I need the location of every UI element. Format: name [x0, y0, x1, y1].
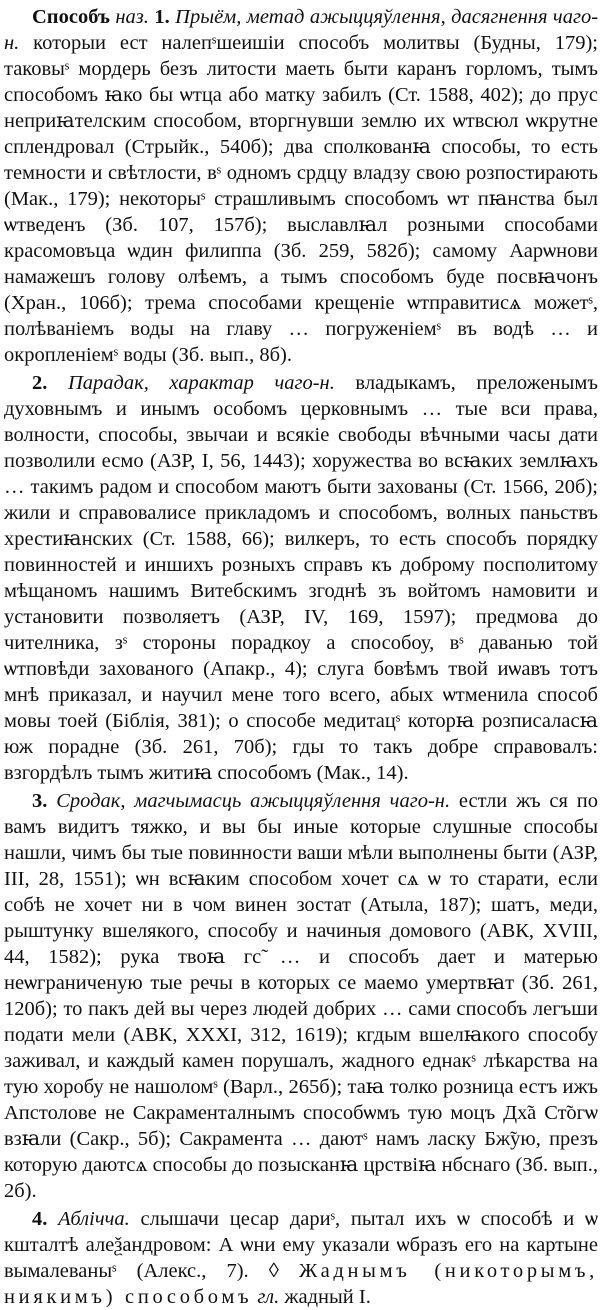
entry-label: 3. — [32, 790, 48, 812]
entry-label: 1. — [154, 6, 170, 28]
citation-text — [47, 1208, 58, 1230]
entry-label: 4. — [32, 1208, 48, 1230]
citation-text: слышачи цесар дариˢ, пытал ихъ ѡ способѣ и ѡ кшталтѣ алеѯандровом: А ѡни ему указали ѡбразъ его на картыне вымалеваныˢ (Алекс., 7). ◊ — [4, 1208, 598, 1282]
citation-text — [47, 372, 68, 394]
definition-text: Прыём, метад ажыццяўлення, дасягнення чаго-н. — [4, 6, 599, 54]
sense-1-paragraph — [4, 4, 598, 368]
citation-text — [47, 790, 56, 812]
definition-text: гл. — [257, 1286, 280, 1308]
entry-label: Способъ — [32, 6, 110, 28]
sense-4-paragraph — [4, 1206, 598, 1310]
phrase-text: Жаднымъ (никоторымъ, ниякимъ) способомъ — [4, 1260, 598, 1308]
definition-text: наз. — [115, 6, 149, 28]
definition-text: Аблічча. — [58, 1208, 130, 1230]
entry-label: 2. — [32, 372, 48, 394]
sense-2-paragraph — [4, 370, 598, 786]
citation-text: жадный I. — [279, 1286, 371, 1308]
definition-text: Парадак, характар чаго-н. — [67, 372, 335, 394]
citation-text: которыи ест налепˢшеишіи способъ молитвы (Будны, 179); таковыˢ мордерь безъ литости маеть быти каранъ горломъ, тымъ способомъ ꙗко бы ѡтца або матку забилъ (Ст. 1588, 402); до прус неприꙗтелским способом, вторгнувши землю их ѡтвсюл ѡкрутне сплендровал (Стрыйк., 540б); два сполкованꙗ способы, то есть темности и свѣтлости, вˢ одномъ срдцу владзу свою розпостирають (Мак., 179); некоторыˢ страшливымъ способомъ ѡт пꙗнства был ѡтведенъ (Зб. 107, 157б); выславлꙗл розными способами красомовъца ѡдин филиппа (Зб. 259, 582б); самому Аарѡнови намажешъ голову олѣемъ, а тымъ способомъ буде посвꙗчонъ (Хран., 106б); трема способами крещеніе ѡтправитисѧ можетˢ, полѣваніемъ воды на главу … погруженіемˢ въ водѣ … и окропленіемˢ воды (Зб. вып., 8б). — [4, 32, 598, 366]
citation-text: естли жъ ся по вамъ видитъ тяжко, и вы бы иные которые слушные способы нашли, чимъ бы тые повинности ваши мѣли выполнены быти (АЗР, III, 28, 1551); ѡн всꙗким способом хочет сѧ ѡ то старати, если собѣ не хочет ни в чом винен зостат (Атыла, 187); шатъ, меди, рыштунку вшелякого, способу и начиныя домового (АВК, XVIII, 44, 1582); рука твоꙗ гс̃ … и способъ дает и матерью неѡграниченую тые речы в которых се маемо умертвꙗт (Зб. 261, 120б); то пакъ дей вы через людей добрих … сами способъ легъши подати мели (АВК, XXXI, 312, 1619); кгдым вшелꙗкого способу заживал, и каждый камен порушалъ, жадного еднакˢ лѣкарства на тую хоробу не нашоломˢ (Варл., 265б); таꙗ толко розница естъ ижъ Апстолове не Сакраменталнымъ способѡмъ тую моцъ Дх̃а Ст̃огѡ взꙗли (Сакр., 5б); Сакрамента … даютˢ намъ ласку Бж̃ую, презъ которую даютсѧ способы до позысканꙗ црствіꙗ нбснаго (Зб. вып., 2б). — [4, 790, 598, 1202]
citation-text: владыкамъ, преложенымъ духовнымъ и инымъ особомъ церковнымъ … тые вси права, волности, способы, звычаи и всякіе свободы вѣчными часы дати позволили есмо (АЗР, I, 56, 1443); хоружества во всꙗких землꙗхъ … такимъ радом и способом маютъ быти захованы (Ст. 1566, 20б); жили и справовалисе прикладомъ и способомъ, волных паньствъ хрестиꙗнских (Ст. 1588, 66); вилкеръ, то есть способъ порядку повинностей и иншихъ розныхъ справъ къ доброму посполитому мѣщаномъ нашимъ Витебскимъ згоднѣ зъ войтомъ намовити и установити позволяетъ (АЗР, IV, 169, 1597); предмова до чителника, зˢ стороны порадкоу а способоу, вˢ даванью той ѡтповѣди захованого (Апакр., 4); слуга бовѣмъ твой иѡавъ тотъ мнѣ приказал, и научил мене того всего, абых ѡтменила способ мовы тоей (Біблія, 381); о способе медитацˢ которꙗ розписаласꙗ юж порадне (Зб. 261, 70б); гды то такъ добре справовалъ: взгордѣлъ тымъ житиꙗ способомъ (Мак., 14). — [4, 372, 598, 784]
definition-text: Сродак, магчымасць ажыццяўлення чаго-н. — [56, 790, 451, 812]
sense-3-paragraph — [4, 788, 598, 1204]
